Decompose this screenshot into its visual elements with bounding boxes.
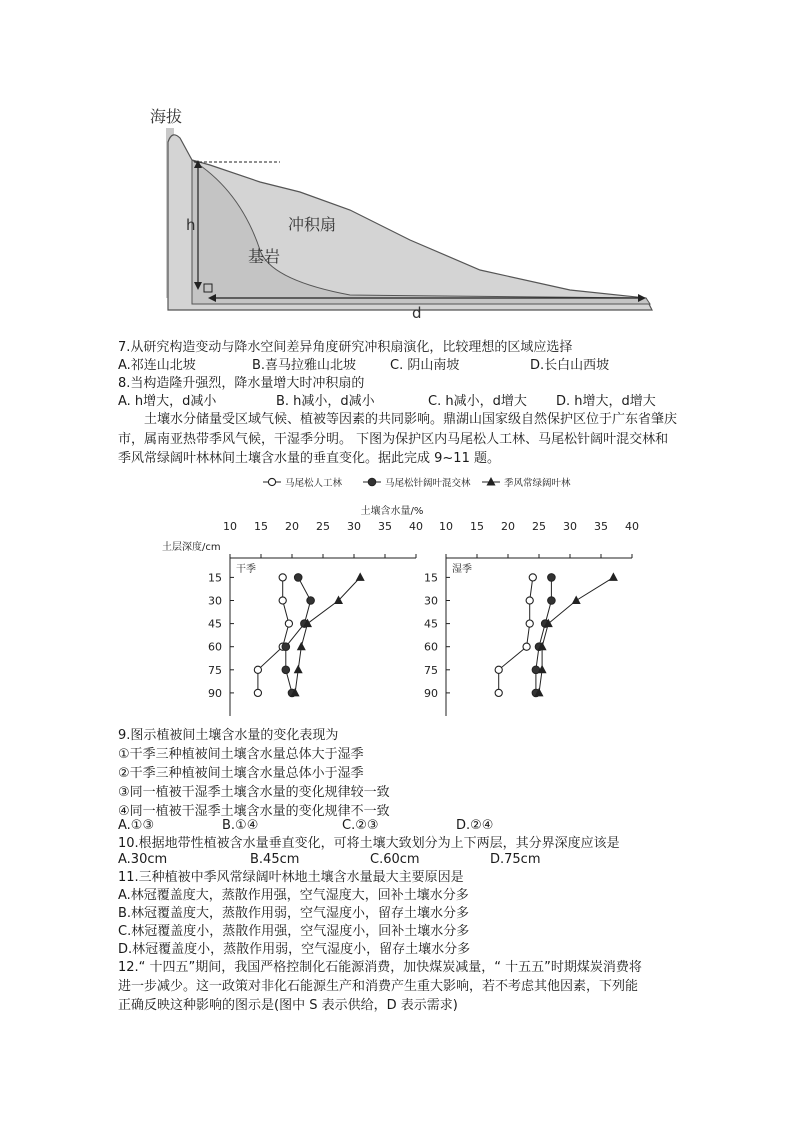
series-line	[295, 577, 360, 693]
data-point	[282, 643, 290, 651]
data-point	[526, 620, 533, 627]
q8-option-b[interactable]: B. h减小，d减小	[276, 394, 375, 409]
series-line	[536, 577, 552, 693]
chart-title: 土壤含水量/%	[360, 506, 424, 517]
q7-option-a[interactable]: A.祁连山北坡	[118, 358, 196, 373]
soil-moisture-chart	[150, 470, 650, 725]
bedrock-label: 基岩	[248, 247, 281, 266]
q7-stem: 7.从研究构造变动与降水空间差异角度研究冲积扇演化，比较理想的区域应选择	[118, 340, 573, 355]
q11-option-b[interactable]: B.林冠覆盖度大，蒸散作用弱，空气湿度小，留存土壤水分多	[118, 906, 470, 921]
q10-option-d[interactable]: D.75cm	[490, 852, 541, 867]
chart-legend	[263, 477, 571, 489]
q8-option-d[interactable]: D. h增大，d增大	[556, 394, 656, 409]
q9-item-4: ④同一植被干湿季土壤含水量的变化规律不一致	[118, 804, 390, 819]
q7-option-d[interactable]: D.长白山西坡	[530, 358, 610, 373]
y-tick-label: 90	[424, 686, 438, 700]
data-point	[529, 574, 536, 581]
data-point	[254, 666, 261, 673]
d-label: d	[412, 304, 422, 322]
wet-season-panel	[424, 520, 639, 716]
q7-option-b[interactable]: B.喜马拉雅山北坡	[252, 358, 357, 373]
legend-marker	[368, 478, 376, 486]
q8-option-c[interactable]: C. h减小，d增大	[428, 394, 527, 409]
alluvial-fan-diagram	[150, 100, 670, 322]
y-tick-label: 30	[424, 594, 438, 608]
legend-label: 季风常绿阔叶林	[504, 478, 571, 489]
x-tick-label: 35	[378, 520, 392, 533]
y-tick-label: 45	[424, 617, 438, 631]
legend-label: 马尾松人工林	[285, 478, 343, 489]
y-tick-label: 45	[208, 617, 222, 631]
x-tick-label: 25	[532, 520, 546, 533]
x-tick-label: 15	[470, 520, 484, 533]
x-tick-label: 15	[254, 520, 268, 533]
q9-item-2: ②干季三种植被间土壤含水量总体小于湿季	[118, 766, 364, 781]
q7-option-c[interactable]: C. 阴山南坡	[390, 358, 460, 373]
y-tick-label: 15	[208, 571, 222, 585]
q9-item-1: ①干季三种植被间土壤含水量总体大于湿季	[118, 747, 364, 762]
altitude-label: 海拔	[150, 107, 183, 126]
q11-option-c[interactable]: C.林冠覆盖度小，蒸散作用强，空气湿度小，回补土壤水分多	[118, 924, 470, 939]
q11-option-a[interactable]: A.林冠覆盖度大，蒸散作用强，空气湿度大，回补土壤水分多	[118, 888, 469, 903]
data-point	[495, 666, 502, 673]
x-tick-label: 25	[316, 520, 330, 533]
x-tick-label: 30	[347, 520, 361, 533]
q9-item-3: ③同一植被干湿季土壤含水量的变化规律较一致	[118, 785, 390, 800]
q12-line-2: 进一步减少。这一政策对非化石能源生产和消费产生重大影响，若不考虑其他因素，下列能	[118, 979, 639, 994]
y-tick-label: 15	[424, 571, 438, 585]
y-tick-label: 75	[208, 663, 222, 677]
panel-label: 干季	[236, 564, 256, 575]
dry-season-panel	[208, 520, 423, 716]
q8-stem: 8.当构造隆升强烈，降水量增大时冲积扇的	[118, 376, 365, 391]
fan-label: 冲积扇	[288, 215, 337, 234]
q10-option-a[interactable]: A.30cm	[118, 852, 168, 867]
series-line	[286, 577, 311, 693]
legend-label: 马尾松针阔叶混交林	[385, 478, 471, 489]
data-point	[356, 572, 365, 581]
data-point	[294, 574, 302, 582]
x-tick-label: 10	[439, 520, 453, 533]
q11-option-d[interactable]: D.林冠覆盖度小，蒸散作用弱，空气湿度小，留存土壤水分多	[118, 942, 471, 957]
q10-option-c[interactable]: C.60cm	[370, 852, 420, 867]
y-tick-label: 60	[424, 640, 438, 654]
x-tick-label: 35	[594, 520, 608, 533]
h-label: h	[186, 216, 196, 234]
q12-line-3: 正确反映这种影响的图示是(图中 S 表示供给，D 表示需求)	[118, 998, 458, 1013]
panel-label: 湿季	[452, 564, 472, 575]
data-point	[254, 689, 261, 696]
data-point	[285, 620, 292, 627]
data-point	[294, 665, 303, 674]
data-point	[523, 643, 530, 650]
x-tick-label: 20	[285, 520, 299, 533]
data-point	[279, 574, 286, 581]
x-tick-label: 30	[563, 520, 577, 533]
data-point	[297, 642, 306, 651]
data-point	[572, 596, 581, 605]
data-point	[548, 574, 556, 582]
q11-stem: 11.三种植被中季风常绿阔叶林地土壤含水量最大主要原因是	[118, 870, 464, 885]
x-tick-label: 40	[409, 520, 423, 533]
y-tick-label: 75	[424, 663, 438, 677]
q9-stem: 9.图示植被间土壤含水量的变化表现为	[118, 728, 339, 743]
y-tick-label: 30	[208, 594, 222, 608]
data-point	[548, 597, 556, 605]
x-tick-label: 40	[625, 520, 639, 533]
data-point	[307, 597, 315, 605]
q10-option-b[interactable]: B.45cm	[250, 852, 300, 867]
q9-option-b[interactable]: B.①④	[222, 818, 259, 833]
data-point	[609, 572, 618, 581]
q9-option-a[interactable]: A.①③	[118, 818, 155, 833]
q12-line-1: 12.“ 十四五”期间，我国严格控制化石能源消费，加快煤炭减量，“ 十五五”时期煤炭消费将	[118, 960, 642, 975]
data-point	[279, 597, 286, 604]
q9-option-d[interactable]: D.②④	[456, 818, 494, 833]
x-tick-label: 10	[223, 520, 237, 533]
legend-marker	[268, 478, 275, 485]
data-point	[282, 666, 290, 674]
y-tick-label: 60	[208, 640, 222, 654]
series-line	[258, 577, 289, 693]
series-line	[499, 577, 533, 693]
data-point	[495, 689, 502, 696]
q8-option-a[interactable]: A. h增大，d减小	[118, 394, 217, 409]
data-point	[526, 597, 533, 604]
x-tick-label: 20	[501, 520, 515, 533]
q9-option-c[interactable]: C.②③	[342, 818, 379, 833]
series-line	[539, 577, 613, 693]
legend-marker	[487, 477, 496, 486]
y-axis-label: 土层深度/cm	[162, 542, 221, 553]
q10-stem: 10.根据地带性植被含水量垂直变化，可将土壤大致划分为上下两层，其分界深度应该是	[118, 836, 620, 851]
y-tick-label: 90	[208, 686, 222, 700]
intro-paragraph: 土壤水分储量受区域气候、植被等因素的共同影响。鼎湖山国家级自然保护区位于广东省肇庆市，属南亚热带季风气候，干湿季分明。 下图为保护区内马尾松人工林、马尾松针阔叶混交林和季风常绿阔叶林林间土壤含水量的垂直变化。据此完成 9~11 题。	[118, 412, 678, 466]
